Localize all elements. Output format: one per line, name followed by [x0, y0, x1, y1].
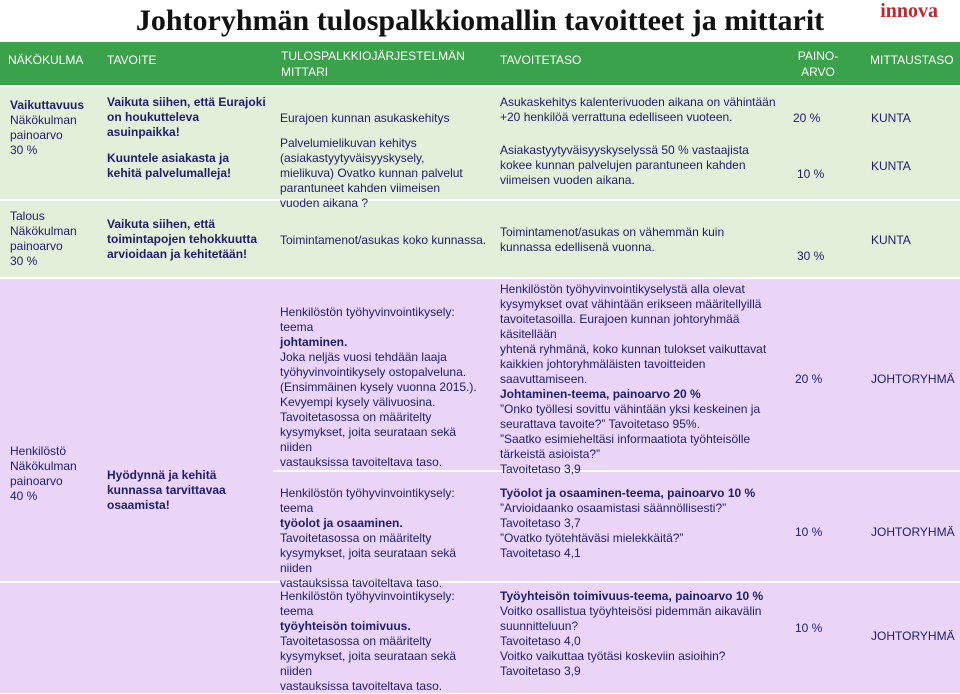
target-text: Työolot ja osaaminen-teema, painoarvo 10 % ”Arvioidaanko osaamistasi säännöllisesti?” Tavoitetaso 3,7 ”Ovatko työtehtäväsi mielekkäitä?” Tavoitetaso 4,1 — [500, 486, 756, 560]
header-painoarvo: PAINO-ARVO — [797, 49, 839, 79]
weight-value: 10 % — [795, 621, 823, 635]
metric-text: Toimintamenot/asukas koko kunnassa. — [280, 233, 487, 247]
target-text: Henkilöstön työhyvinvointikyselystä alla olevat kysymykset ovat vähintään erikseen määritellyillä tavoitetasoilla. Eurajoen kunnan johtoryhmää käsitellään yhtenä ryhmänä, koko kunnan tulokset vaikuttavat kaikkien johtoryhmäläisten tavoitteiden saavuttamiseen. Johtaminen-teema, painoarvo 20 % ”Onko työllesi sovittu vähintään yksi keskeinen ja seurattava tavoite?” Tavoitetaso 95%. ”Saatko esimieheltäsi informaatiota työhteisölle tärkeistä asioista?” Tavoitetaso 3,9 — [500, 282, 767, 476]
metric-text: Henkilöstön työhyvinvointikysely: teema johtaminen. Joka neljäs vuosi tehdään laaja työhyvinvointikysely ostopalveluna. (Ensimmäinen kysely vuonna 2015.). Kevyempi kysely välivuosina. Tavoitetasossa on määritelty kysymykset, joita seurataan sekä niiden vastauksissa tavoiteltava taso. — [280, 305, 477, 469]
section-henkilosto: Henkilöstö Näkökulman painoarvo 40 % — [10, 444, 77, 503]
header-nakokulma: NÄKÖKULMA — [8, 53, 84, 67]
level-value: KUNTA — [871, 233, 911, 247]
level-value: KUNTA — [871, 111, 911, 125]
level-value: KUNTA — [871, 159, 911, 173]
metric-text: Palvelumielikuvan kehitys (asiakastyytyväisyyskysely, mielikuva) Ovatko kunnan palvelut parantuneet kahden viimeisen vuoden aikana ? — [280, 136, 463, 210]
weight-value: 30 % — [797, 249, 825, 263]
goal-text: Vaikuta siihen, että toimintapojen tehokkuutta arvioidaan ja kehitetään! — [107, 217, 257, 261]
target-text: Toimintamenot/asukas on vähemmän kuin kunnassa edellisenä vuonna. — [500, 225, 725, 254]
innova-logo: innova — [880, 0, 938, 22]
level-value: JOHTORYHMÄ — [871, 629, 955, 643]
page-title: Johtoryhmän tulospalkkiomallin tavoitteet ja mittarit — [135, 4, 825, 37]
section-vaikuttavuus: Vaikuttavuus Näkökulman painoarvo 30 % — [10, 98, 85, 157]
weight-value: 20 % — [793, 111, 821, 125]
target-text: Asukaskehitys kalenterivuoden aikana on vähintään +20 henkilöä verrattuna edelliseen vuoteen. — [500, 95, 776, 124]
weight-value: 10 % — [797, 167, 825, 181]
weight-value: 10 % — [795, 525, 823, 539]
level-value: JOHTORYHMÄ — [871, 525, 955, 539]
target-text: Asiakastyytyväisyyskyselyssä 50 % vastaajista kokee kunnan palvelujen parantuneen kahden viimeisen vuoden aikana. — [500, 143, 749, 187]
header-tavoitetaso: TAVOITETASO — [500, 53, 582, 67]
metric-text: Henkilöstön työhyvinvointikysely: teema työyhteisön toimivuus. Tavoitetasossa on määritelty kysymykset, joita seurataan sekä niiden vastauksissa tavoiteltava taso. — [280, 589, 457, 693]
metric-text: Eurajoen kunnan asukaskehitys — [280, 111, 450, 125]
target-text: Työyhteisön toimivuus-teema, painoarvo 10 % Voitko osallistua työyhteisösi pidemmän aikavälin suunnitteluun? Tavoitetaso 4,0 Voitko vaikuttaa työtäsi koskeviin asioihin? Tavoitetaso 3,9 — [500, 589, 764, 678]
weight-value: 20 % — [795, 372, 823, 386]
goal-text: Vaikuta siihen, että Eurajoki on houkutteleva asuinpaikka! — [107, 95, 266, 139]
metric-text: Henkilöstön työhyvinvointikysely: teema työolot ja osaaminen. Tavoitetasossa on määritelty kysymykset, joita seurataan sekä niiden vastauksissa tavoiteltava taso. — [280, 486, 457, 590]
section-talous: Talous Näkökulman painoarvo 30 % — [10, 209, 77, 268]
header-tavoite: TAVOITE — [107, 53, 157, 67]
goal-text: Hyödynnä ja kehitä kunnassa tarvittavaa osaamista! — [107, 468, 226, 512]
level-value: JOHTORYHMÄ — [871, 372, 955, 386]
goal-text: Kuuntele asiakasta ja kehitä palvelumalleja! — [107, 151, 232, 180]
header-mittaustaso: MITTAUSTASO — [870, 53, 954, 67]
header-jarjestelma: TULOSPALKKIOJÄRJESTELMÄN MITTARI — [281, 49, 465, 79]
